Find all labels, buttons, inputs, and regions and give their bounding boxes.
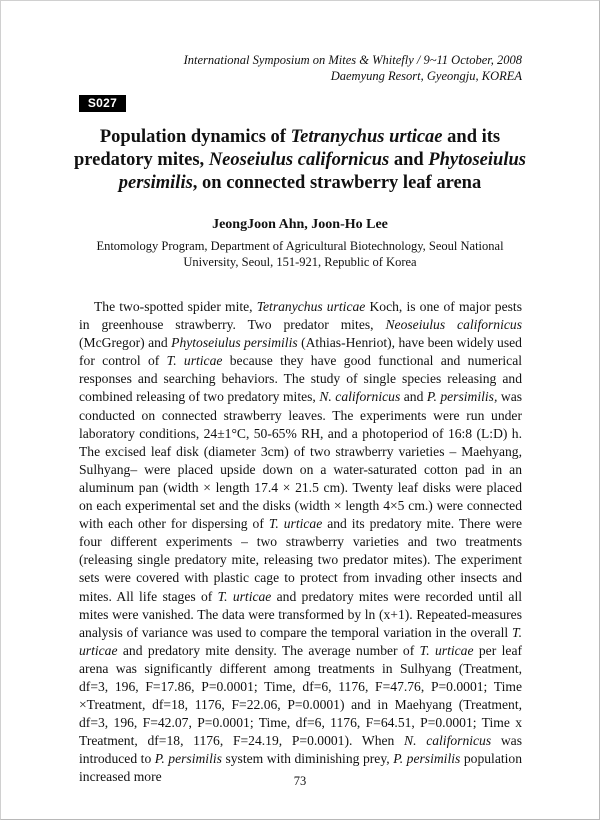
italic-term: N. californicus [319,389,401,405]
italic-term: N. californicus [404,733,492,749]
italic-term: Tetranychus urticae [290,127,443,147]
authors: JeongJoon Ahn, Joon-Ho Lee [212,217,388,232]
text-run: because they have good functional and numerical responses and searching behaviors. The study of single species releasing and combined releasing of two predatory mites, [79,353,523,405]
abstract-body [79,298,522,787]
header-line-2: Daemyung Resort, Gyeongju, KOREA [330,69,522,83]
text-run: Koch, is one of major pests in greenhouse strawberry. Two predator mites, [79,299,522,333]
header-line-1: International Symposium on Mites & Whitefly / 9~11 October, 2008 [183,53,522,67]
text-run: and its predatory mites, [74,127,501,170]
italic-term: T. urticae [166,353,223,369]
text-run: The two-spotted spider mite, [94,299,257,314]
text-run: system with diminishing prey, [221,751,394,767]
italic-term: P. persimilis [154,751,222,767]
italic-term: Neoseiulus californicus [385,317,523,333]
text-run: , on connected strawberry leaf arena [192,173,482,193]
text-run: and predatory mite density. The average number of [117,642,420,658]
italic-term: T. urticae [419,642,474,658]
text-run: was introduced to [79,733,523,767]
italic-term: Phytoseiulus persimilis [171,335,298,351]
page-number: 73 [293,774,307,788]
text-run: (Athias-Henriot), have been widely used for control of [79,335,522,369]
text-run: Population dynamics of [99,127,291,147]
text-run: and predatory mites were recorded until all mites were vanished. The data were transformed by ln (x+1). Repeated-measures analysis of variance was used to compare the temporal variation in the overall [79,588,523,640]
conference-header [184,52,522,84]
text-run: per leaf arena was significantly different among treatments in Sulhyang (Treatment, df=3, 196, F=17.86, P=0.0001; Time, df=6, 1176, F=47.76, P=0.0001; Time ×Treatment, df=18, 1176, F=22.06, P=0.0001) and in Maehyang (Treatment, df=3, 196, F=42.07, P=0.0001; Time, df=6, 1176, F=64.51, P=0.0001; Time x Treatment, df=18, 1176, F=24.19, P=0.0001). When [79,642,523,749]
italic-term: Tetranychus urticae [256,299,366,314]
italic-term: T. urticae [79,624,522,658]
text-run: (McGregor) and [79,335,172,351]
italic-term: T. urticae [217,588,272,604]
affiliation: Entomology Program, Department of Agricultural Biotechnology, Seoul National University, Seoul, 151-921, Republic of Korea [96,239,504,269]
italic-term: T. urticae [268,516,323,532]
text-run: population increased more [79,751,522,785]
text-run: was conducted on connected strawberry leaves. The experiments were run under laboratory conditions, 24±1°C, 50-65% RH, and a photoperiod of 16:8 (L:D) h. The excised leaf disk (diameter 3cm) of two strawberry varieties – Maehyang, Sulhyang– were placed upside down on a water-saturated cotton pad in an aluminum pan (width × length 17.4 × 21.5 cm). Twenty leaf disks were placed on each experimental set and the disks (width × length 4×5 cm.) were connected with each other for dispersing of [79,389,523,532]
italic-term: P. persimilis, [426,389,498,405]
italic-term: Phytoseiulus persimilis [118,150,526,193]
italic-term: Neoseiulus californicus [208,150,390,170]
text-run: and [389,150,429,170]
text-run: and [400,389,427,405]
text-run: and its predatory mite. There were four different experiments – two strawberry varieties and two treatments (releasing single predatory mite, releasing two predator mites). The experiment sets were covered with plastic cage to protect from invading other insects and mites. All life stages of [79,516,522,604]
abstract-code-badge: S027 [79,95,126,112]
italic-term: P. persimilis [393,751,461,767]
paper-title [60,126,540,195]
